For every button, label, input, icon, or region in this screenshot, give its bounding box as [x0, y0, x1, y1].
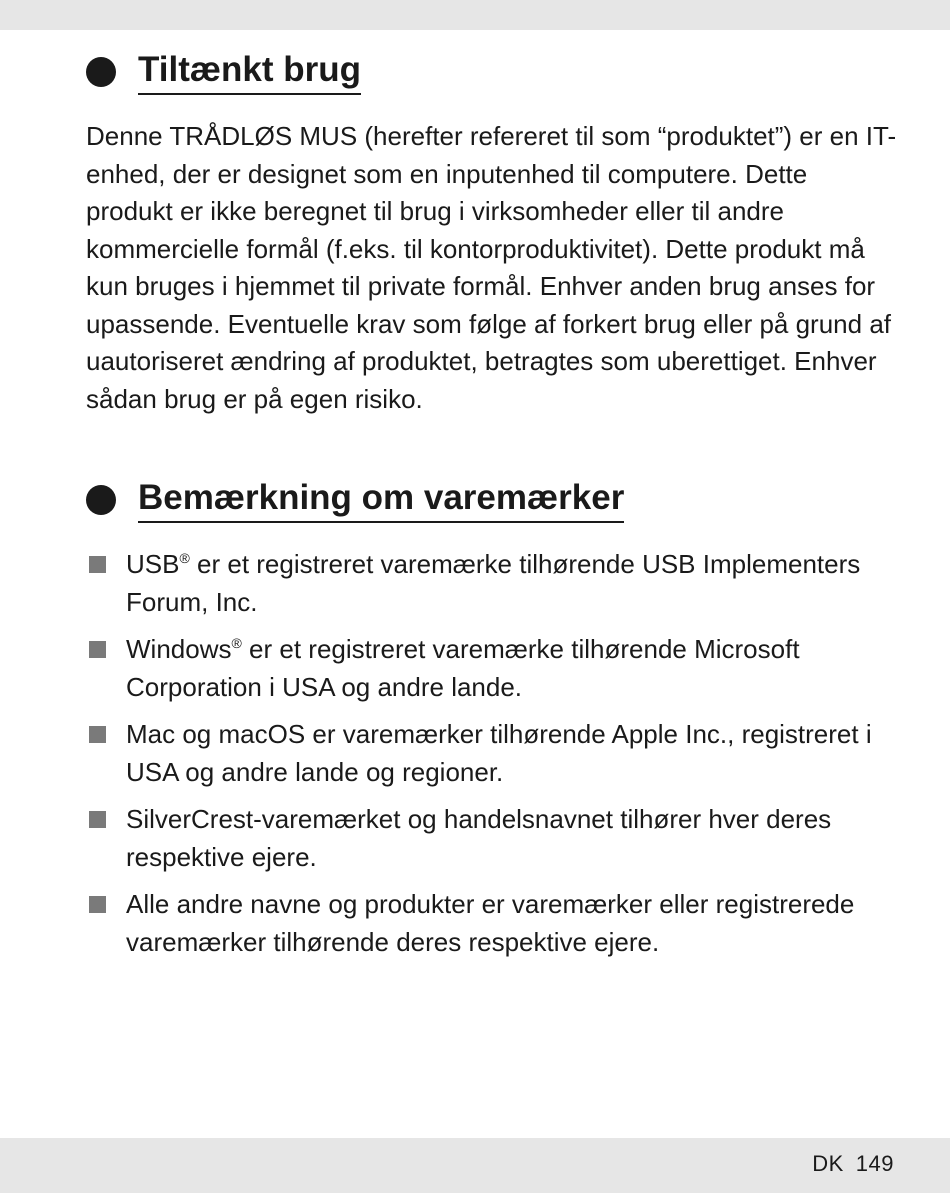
square-bullet-icon [89, 726, 106, 743]
page-number-value: 149 [855, 1151, 894, 1176]
section-heading-trademarks [86, 476, 624, 523]
bullet-dot-icon [86, 485, 116, 515]
list-item: Windows® er et registreret varemærke tilhørende Microsoft Corporation i USA og andre lande. [86, 631, 901, 706]
section-heading-intended-use [86, 48, 361, 95]
list-item: Mac og macOS er varemærker tilhørende Apple Inc., registreret i USA og andre lande og regioner. [86, 716, 901, 791]
section-title: Bemærkning om varemærker [138, 476, 624, 523]
top-band [0, 0, 950, 30]
square-bullet-icon [89, 556, 106, 573]
footer-band [0, 1138, 950, 1193]
section-title: Tiltænkt brug [138, 48, 361, 95]
list-item: SilverCrest-varemærket og handelsnavnet tilhører hver deres respektive ejere. [86, 801, 901, 876]
square-bullet-icon [89, 896, 106, 913]
list-item: USB® er et registreret varemærke tilhørende USB Implementers Forum, Inc. [86, 546, 901, 621]
page-number [812, 1151, 894, 1177]
square-bullet-icon [89, 811, 106, 828]
list-item: Alle andre navne og produkter er varemærker eller registrerede varemærker tilhørende deres respektive ejere. [86, 886, 901, 961]
square-bullet-icon [89, 641, 106, 658]
language-code: DK [812, 1151, 844, 1176]
bullet-dot-icon [86, 57, 116, 87]
intended-use-paragraph: Denne TRÅDLØS MUS (herefter refereret til som “produktet”) er en IT-enhed, der er designet som en inputenhed til computere. Dette produkt er ikke beregnet til brug i virksomheder eller til andre kommercielle formål (f.eks. til kontorproduktivitet). Dette produkt må kun bruges i hjemmet til private formål. Enhver anden brug anses for upassende. Eventuelle krav som følge af forkert brug eller på grund af uautoriseret ændring af produktet, betragtes som uberettiget. Enhver sådan brug er på egen risiko. [86, 121, 897, 414]
trademark-list [86, 546, 901, 971]
